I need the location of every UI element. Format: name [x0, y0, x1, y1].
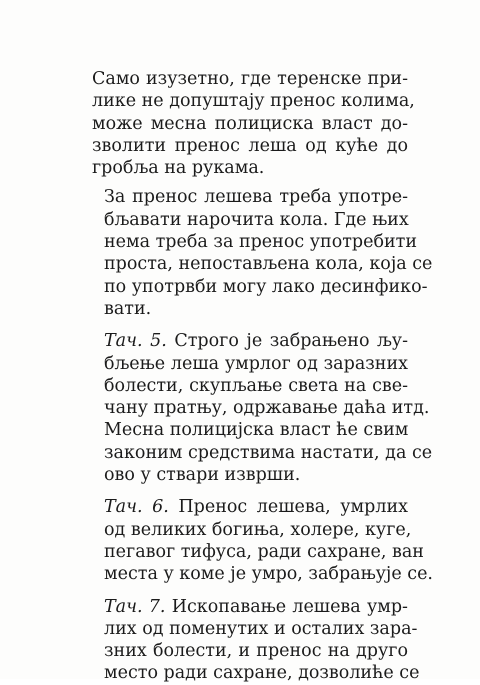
paragraph-1-line-3: може месна полициска власт до- [92, 113, 408, 134]
paragraph-1-line-5: гробља на рукама. [92, 158, 265, 179]
paragraph-1-line-4: зволити пренос леша од куће до [92, 135, 408, 156]
paragraph-4-line-4: места у коме је умро, забрањује се. [104, 564, 433, 585]
section-label-7: Тач. 7. [104, 596, 166, 617]
paragraph-5-line-1 [86, 596, 408, 618]
paragraph-1 [86, 68, 415, 179]
paragraph-4 [86, 496, 433, 585]
paragraph-5 [86, 596, 420, 685]
paragraph-5-line-3: зних болести, и пренос на друго [104, 641, 408, 662]
document-body [86, 68, 433, 685]
paragraph-3 [86, 330, 433, 486]
section-label-5: Тач. 5. [104, 331, 167, 352]
paragraph-3-line-6: законим средствима настати, да се [104, 442, 433, 463]
paragraph-5-line-4: место ради сахране, дозволиће се [104, 663, 420, 684]
paragraph-4-line-1-text: Пренос лешева, умрлих [178, 497, 408, 518]
paragraph-5-line-1-text: Ископавање лешева умр- [171, 596, 408, 617]
paragraph-3-line-3: болести, скупљање света на све- [104, 375, 408, 396]
paragraph-3-line-7: ово у ствари изврши. [104, 465, 301, 486]
paragraph-2-line-3: нема треба за пренос употребити [104, 232, 418, 253]
paragraph-2-line-4: проста, непостављена кола, која се [104, 254, 433, 275]
paragraph-4-line-3: пегавог тифуса, ради сахране, ван [104, 541, 424, 562]
paragraph-4-line-2: од великих богиња, холере, куге, [104, 519, 412, 540]
paragraph-2-line-2: бљавати нарочита кола. Где њих [104, 209, 409, 230]
paragraph-1-line-1: Само изузетно, где теренске при- [92, 69, 408, 89]
paragraph-3-line-5: Месна полицијска власт ће свим [104, 420, 409, 441]
paragraph-2-line-1: За пренос лешева треба употре- [104, 187, 408, 208]
paragraph-3-line-1 [86, 330, 408, 352]
paragraph-2 [86, 186, 433, 320]
paragraph-1-line-2: лике не допуштају пренос колима, [92, 91, 415, 112]
paragraph-3-line-2: бљење леша умрлог од заразних [104, 353, 408, 374]
paragraph-2-line-6: вати. [104, 298, 152, 319]
paragraph-3-line-4: чану пратњу, одржавање даћа итд. [104, 398, 430, 419]
paragraph-5-line-2: лих од поменутих и осталих зара- [104, 618, 418, 639]
paragraph-4-line-1 [86, 496, 408, 518]
paragraph-2-line-5: по употрвби могу лако десинфико- [104, 276, 428, 297]
paragraph-3-line-1-text: Строго је забрањено љу- [174, 331, 408, 352]
section-label-6: Тач. 6. [104, 497, 169, 518]
